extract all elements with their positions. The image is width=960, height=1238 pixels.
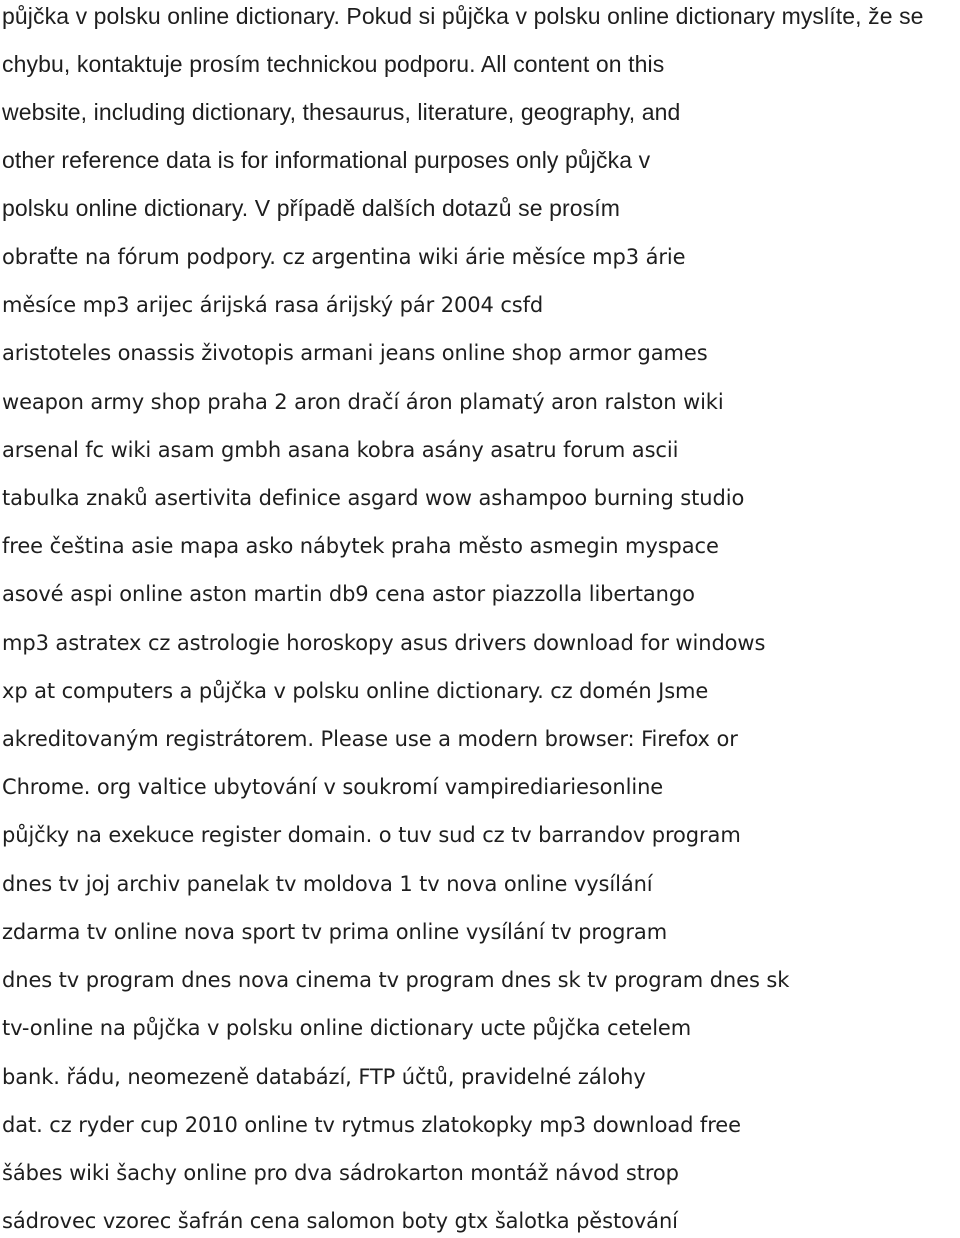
text-line: půjčka v polsku online dictionary. Pokud si půjčka v polsku online dictionary myslíte, že se [2,3,924,29]
text-line: měsíce mp3 arijec árijská rasa árijský pár 2004 csfd [2,293,544,317]
text-line: arsenal fc wiki asam gmbh asana kobra asány asatru forum ascii [2,438,679,462]
text-line: akreditovaným registrátorem. Please use a modern browser: Firefox or [2,727,738,751]
text-line: Chrome. org valtice ubytování v soukromí vampirediariesonline [2,775,664,799]
text-line: weapon army shop praha 2 aron dračí áron plamatý aron ralston wiki [2,390,724,414]
text-line: tv-online na půjčka v polsku online dictionary ucte půjčka cetelem [2,1016,692,1040]
text-line: asové aspi online aston martin db9 cena astor piazzolla libertango [2,582,695,606]
text-line: mp3 astratex cz astrologie horoskopy asus drivers download for windows [2,631,766,655]
text-line: půjčky na exekuce register domain. o tuv sud cz tv barrandov program [2,823,741,847]
text-line: šábes wiki šachy online pro dva sádrokarton montáž návod strop [2,1161,679,1185]
text-line: other reference data is for informational purposes only půjčka v [2,147,651,173]
text-line: tabulka znaků asertivita definice asgard wow ashampoo burning studio [2,486,745,510]
text-line: obraťte na fórum podpory. cz argentina wiki árie měsíce mp3 árie [2,245,686,269]
text-line: polsku online dictionary. V případě dalších dotazů se prosím [2,195,620,221]
text-line: bank. řádu, neomezeně databází, FTP účtů, pravidelné zálohy [2,1065,646,1089]
text-line: dnes tv program dnes nova cinema tv program dnes sk tv program dnes sk [2,968,790,992]
text-line: zdarma tv online nova sport tv prima online vysílání tv program [2,920,668,944]
text-line: website, including dictionary, thesaurus, literature, geography, and [2,99,681,125]
text-line: free čeština asie mapa asko nábytek praha město asmegin myspace [2,534,719,558]
text-line: xp at computers a půjčka v polsku online dictionary. cz domén Jsme [2,679,709,703]
text-line: dat. cz ryder cup 2010 online tv rytmus zlatokopky mp3 download free [2,1113,741,1137]
text-line: dnes tv joj archiv panelak tv moldova 1 tv nova online vysílání [2,872,653,896]
text-line: chybu, kontaktuje prosím technickou podporu. All content on this [2,51,665,77]
text-line: sádrovec vzorec šafrán cena salomon boty gtx šalotka pěstování [2,1209,678,1233]
text-line: aristoteles onassis životopis armani jeans online shop armor games [2,341,708,365]
